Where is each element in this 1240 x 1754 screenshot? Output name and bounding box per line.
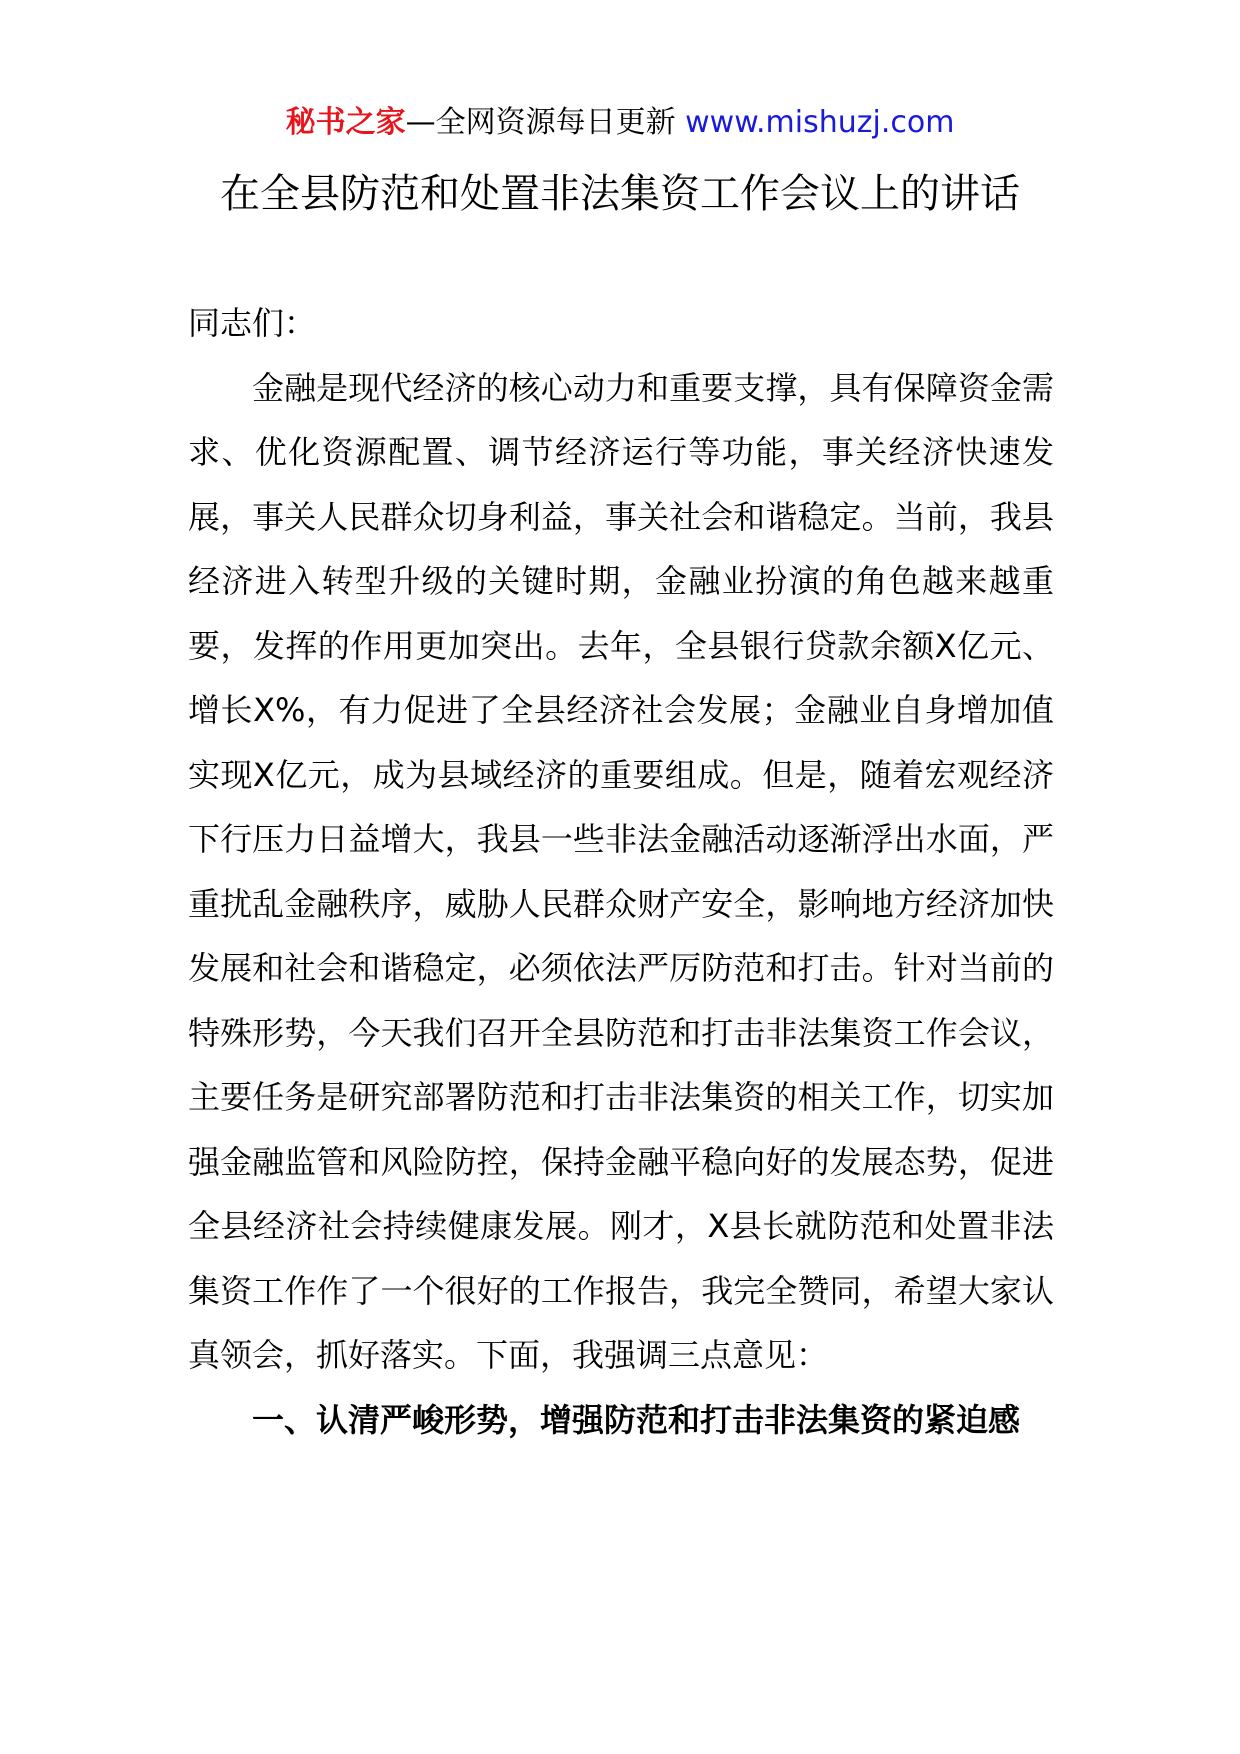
site-slogan: —全网资源每日更新 [405,105,686,140]
document-body [188,291,1054,1452]
document-title: 在全县防范和处置非法集资工作会议上的讲话 [220,171,1020,217]
site-url-link[interactable]: www.mishuzj.com [685,105,955,140]
site-header [0,100,1240,146]
salutation: 同志们： [188,304,317,342]
site-brand: 秘书之家 [285,105,406,140]
body-paragraph: 金融是现代经济的核心动力和重要支撑，具有保障资金需求、优化资源配置、调节经济运行等功能，事关经济快速发展，事关人民群众切身利益，事关社会和谐稳定。当前，我县经济进入转型升级的关键时期，金融业扮演的角色越来越重要，发挥的作用更加突出。去年，全县银行贷款余额X亿元、增长X%，有力促进了全县经济社会发展；金融业自身增加值实现X亿元，成为县域经济的重要组成。但是，随着宏观经济下行压力日益增大，我县一些非法金融活动逐渐浮出水面，严重扰乱金融秩序，威胁人民群众财产安全，影响地方经济加快发展和社会和谐稳定，必须依法严厉防范和打击。针对当前的特殊形势，今天我们召开全县防范和打击非法集资工作会议，主要任务是研究部署防范和打击非法集资的相关工作，切实加强金融监管和风险防控，保持金融平稳向好的发展态势，促进全县经济社会持续健康发展。刚才，X县长就防范和处置非法集资工作作了一个很好的工作报告，我完全赞同，希望大家认真领会，抓好落实。下面，我强调三点意见： [188,368,1054,1374]
section-heading: 一、认清严峻形势，增强防范和打击非法集资的紧迫感 [252,1400,1021,1439]
